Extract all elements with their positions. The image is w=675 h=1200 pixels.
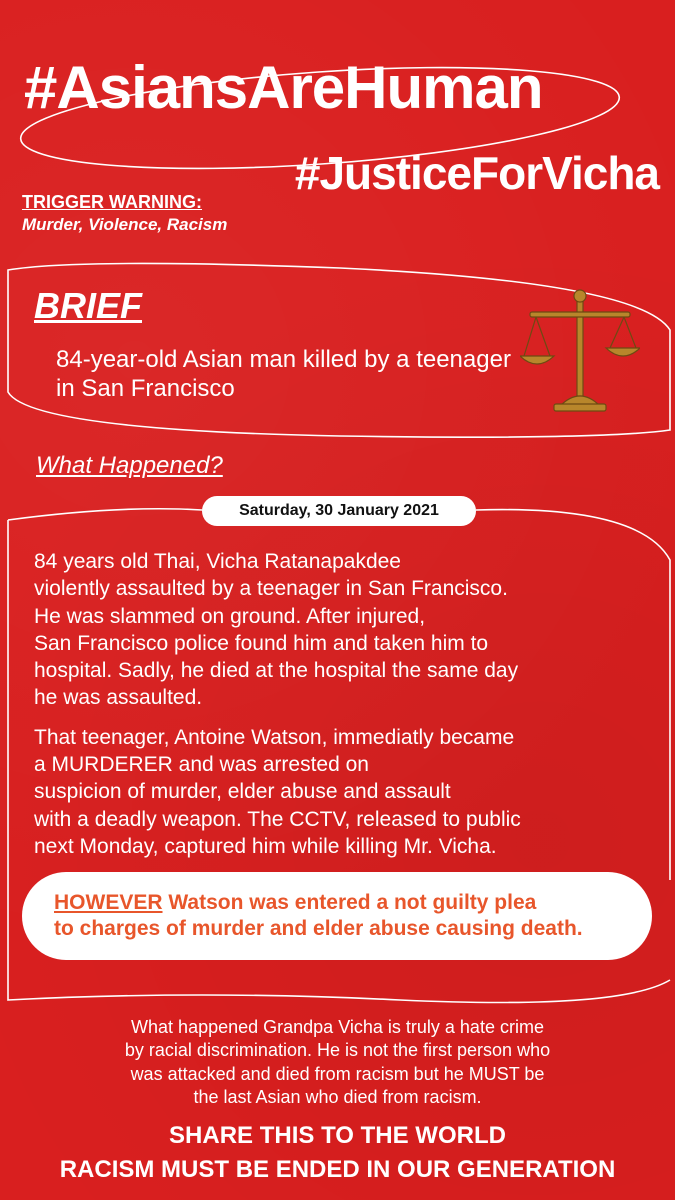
share-call-to-action: SHARE THIS TO THE WORLD	[169, 1122, 506, 1149]
story-line: suspicion of murder, elder abuse and assault	[34, 780, 451, 804]
closing-line: the last Asian who died from racism.	[193, 1087, 482, 1108]
hashtag-secondary: #JusticeForVicha	[294, 147, 659, 199]
however-callout	[22, 872, 652, 960]
however-line: Watson was entered a not guilty plea	[168, 890, 537, 914]
brief-line: in San Francisco	[56, 374, 235, 402]
what-happened-heading: What Happened?	[36, 452, 223, 479]
brief-summary	[56, 346, 556, 404]
story-line: violently assaulted by a teenager in San Francisco.	[34, 577, 508, 601]
story-line: next Monday, captured him while killing Mr. Vicha.	[34, 834, 497, 858]
however-keyword: HOWEVER	[54, 890, 163, 914]
hashtag-main: #AsiansAreHuman	[24, 54, 543, 121]
brief-line: 84-year-old Asian man killed by a teenager	[56, 346, 511, 373]
story-line: He was slammed on ground. After injured,	[34, 604, 426, 628]
trigger-warning-title: TRIGGER WARNING:	[22, 192, 202, 212]
however-line: to charges of murder and elder abuse causing death.	[54, 917, 583, 940]
closing-statement	[80, 1016, 595, 1110]
story-line: That teenager, Antoine Watson, immediatly became	[34, 725, 515, 749]
closing-line: by racial discrimination. He is not the first person who	[124, 1040, 551, 1061]
story-line: hospital. Sadly, he died at the hospital the same day	[34, 659, 519, 683]
date-badge: Saturday, 30 January 2021	[202, 496, 476, 526]
closing-line: What happened Grandpa Vicha is truly a hate crime	[131, 1017, 544, 1037]
story-paragraph-1	[34, 548, 664, 712]
scales-of-justice-icon	[520, 286, 640, 414]
brief-heading: BRIEF	[34, 285, 142, 326]
racism-call-to-action: RACISM MUST BE ENDED IN OUR GENERATION	[59, 1156, 616, 1183]
story-paragraph-2	[34, 724, 664, 860]
story-line: San Francisco police found him and taken him to	[34, 631, 489, 655]
story-line: 84 years old Thai, Vicha Ratanapakdee	[34, 550, 401, 573]
closing-line: was attacked and died from racism but he MUST be	[130, 1063, 545, 1084]
story-line: a MURDERER and was arrested on	[34, 753, 369, 777]
story-line: with a deadly weapon. The CCTV, released to public	[34, 807, 521, 831]
trigger-warning-items: Murder, Violence, Racism	[22, 215, 228, 234]
story-line: he was assaulted.	[34, 686, 203, 710]
story-body	[34, 548, 664, 872]
